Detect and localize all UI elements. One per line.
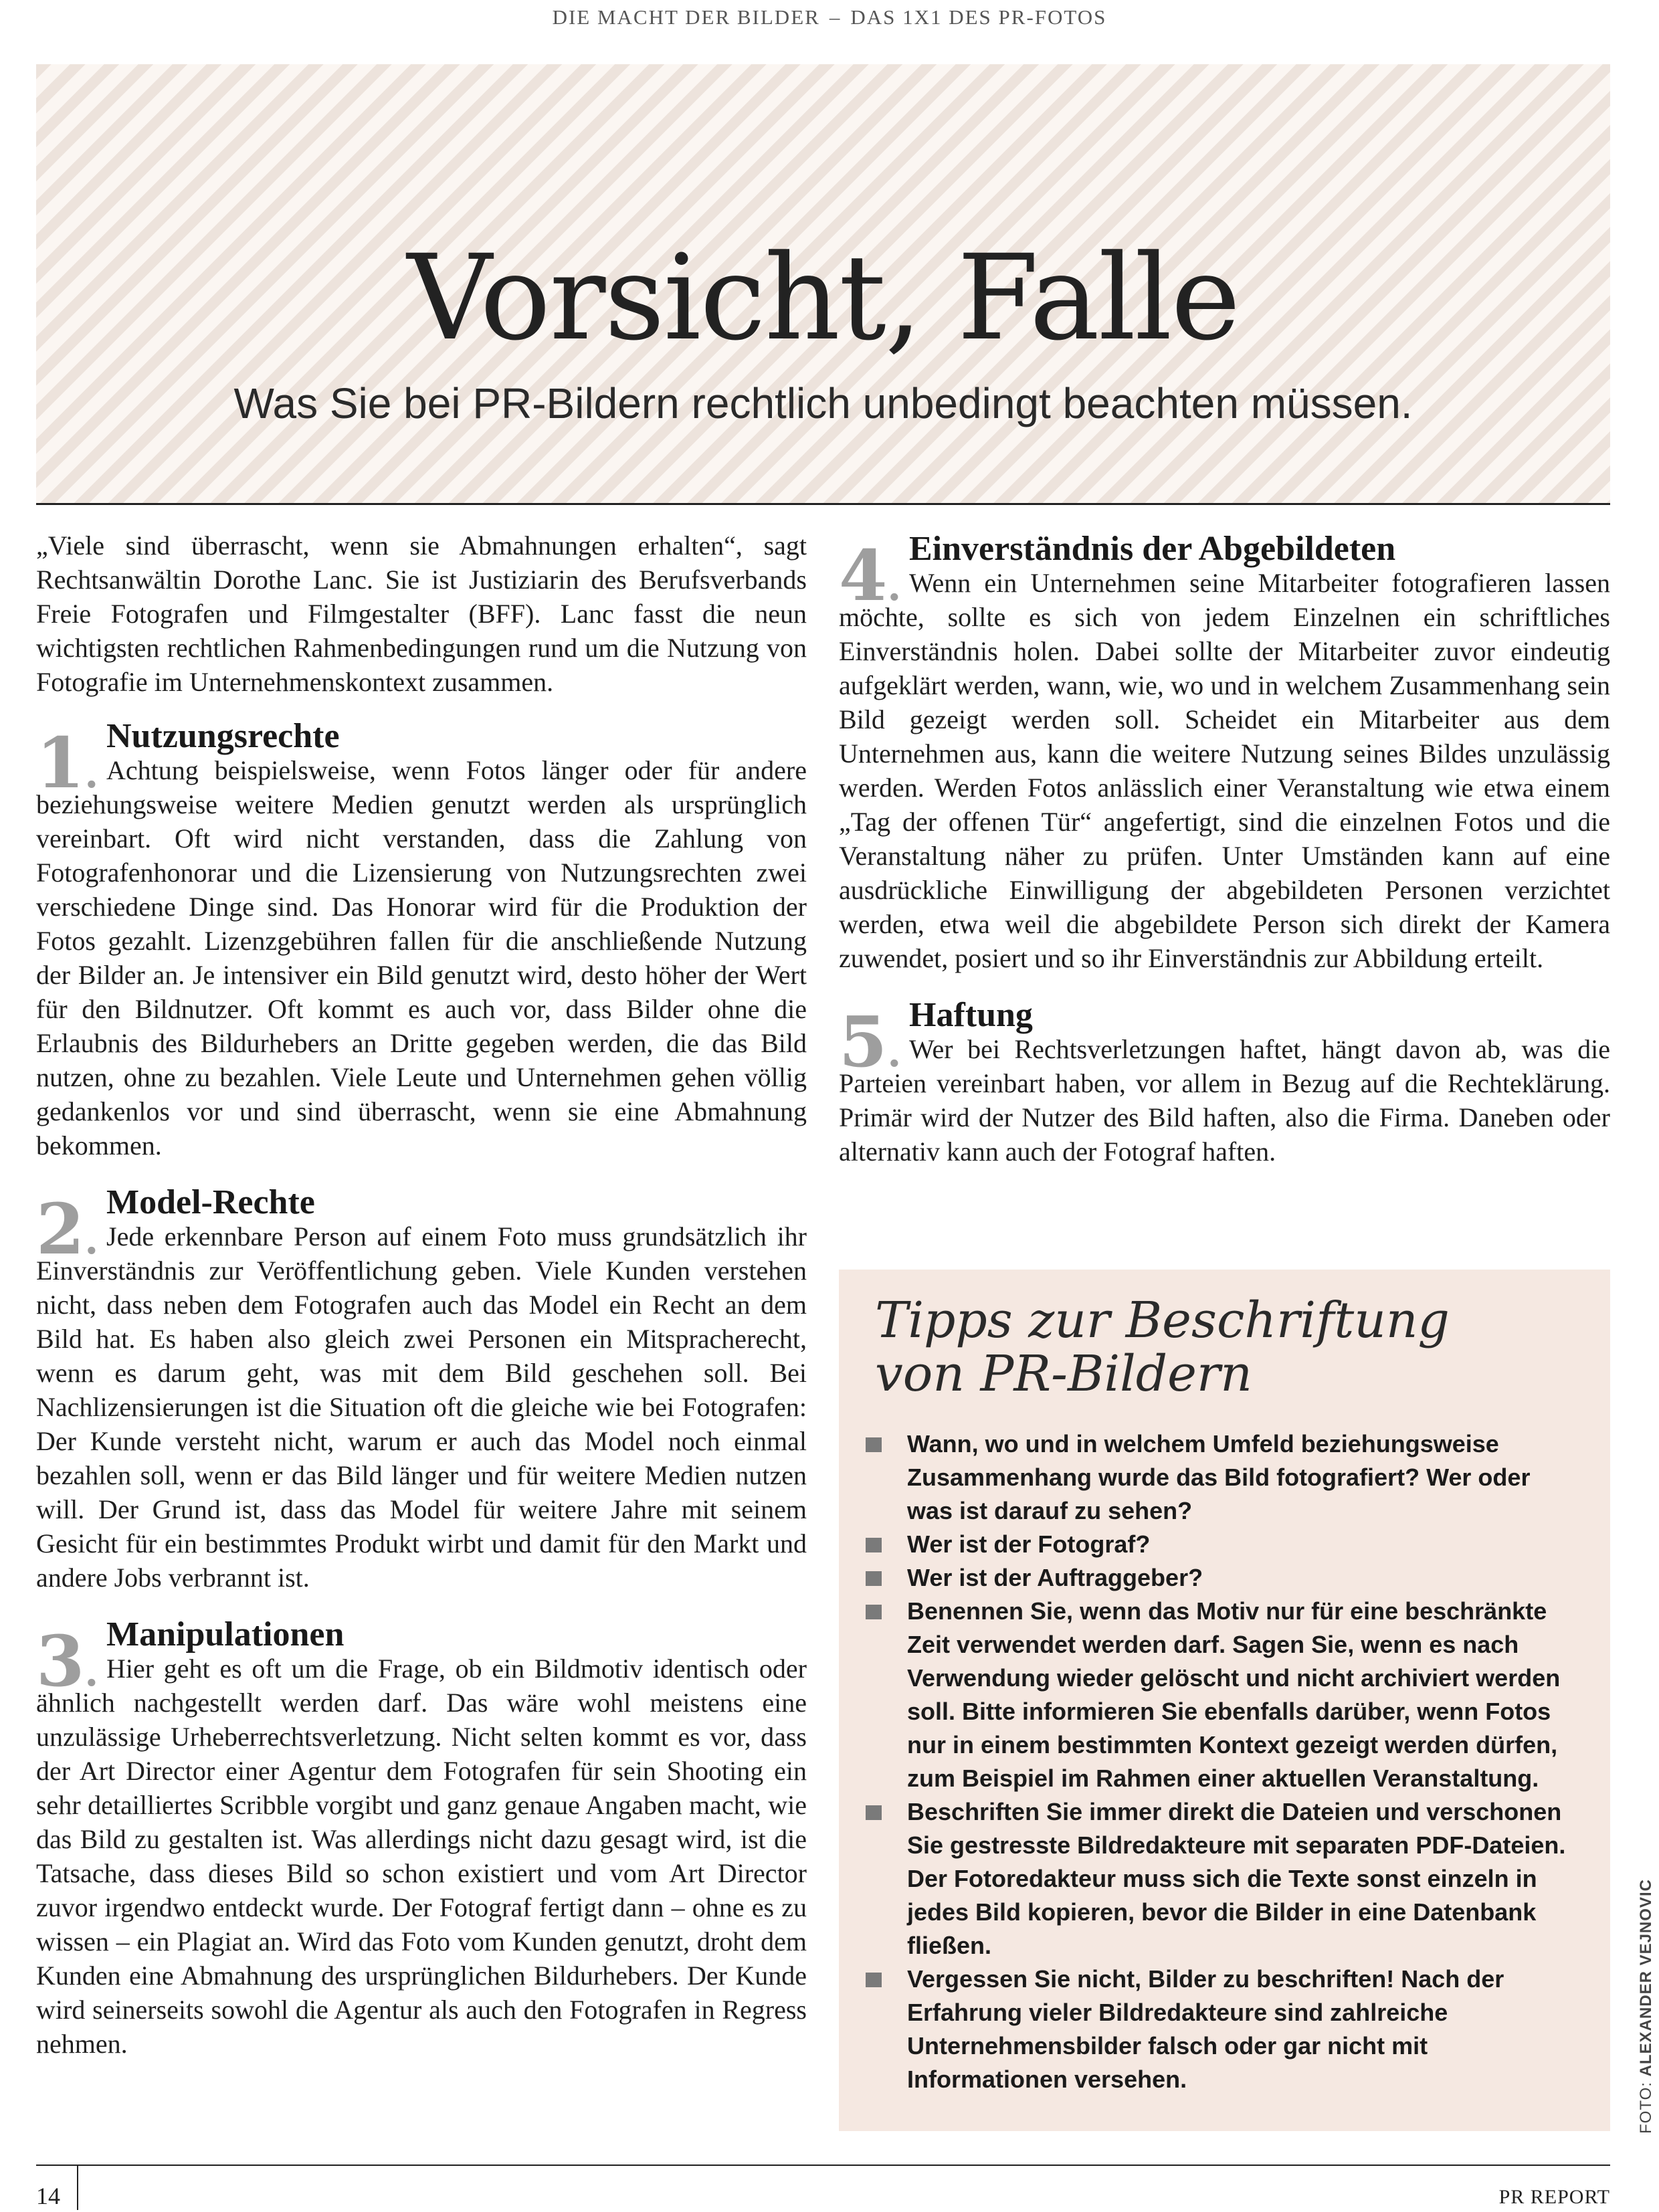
list-item: Vergessen Sie nicht, Bilder zu beschriften! Nach der Erfahrung vieler Bildredakteure sind zahlreiche Unternehmensbilder falsch oder gar nicht mit Informationen versehen. (866, 1963, 1581, 2096)
magazine-name: PR REPORT (1498, 2186, 1610, 2208)
tips-list (866, 1427, 1581, 2096)
footer-vertical-rule (77, 2165, 78, 2210)
tips-box (839, 1270, 1610, 2131)
square-bullet-icon (866, 1605, 882, 1619)
square-bullet-icon (866, 1571, 882, 1586)
running-header-right: DAS 1X1 DES PR-FOTOS (850, 5, 1107, 29)
section-number: 3. (36, 1620, 99, 1702)
section-title: Einverständnis der Abgebildeten (909, 530, 1396, 568)
tips-title: Tipps zur Beschriftung von PR-Bildern (875, 1292, 1450, 1403)
hero-banner (36, 64, 1610, 503)
list-item: Wann, wo und in welchem Umfeld beziehungsweise Zusammenhang wurde das Bild fotografiert? Wer oder was ist darauf zu sehen? (866, 1427, 1581, 1528)
section-text: Hier geht es oft um die Frage, ob ein Bildmotiv identisch oder ähnlich nachgestellt werden darf. Das wäre wohl meistens eine unzulässige Urheberrechtsverletzung. Nicht selten kommt es vor, dass der Art Director einer Agentur dem Fotografen für sein Shooting ein sehr detailliertes Scribble vorgibt und ganz genaue Angaben macht, wie das Bild zu gestalten ist. Was allerdings nicht dazu gesagt wird, ist die Tatsache, dass dieses Bild so schon existiert und vom Art Director zuvor irgendwo entdeckt wurde. Der Fotograf fertigt dann – ohne es zu wissen – ein Plagiat an. Wird das Foto vom Kunden genutzt, droht dem Kunden eine Abmahnung des ursprünglichen Bildurhebers. Der Kunde wird seinerseits sowohl die Agentur als auch den Fotografen in Regress nehmen. (36, 1653, 807, 2059)
footer-divider (36, 2165, 1610, 2166)
list-item: Wer ist der Auftraggeber? (866, 1561, 1581, 1595)
section-haftung (839, 998, 1610, 1169)
section-number: 2. (36, 1188, 99, 1270)
right-column (839, 532, 1610, 1191)
section-number: 1. (36, 722, 99, 804)
page-subtitle: Was Sie bei PR-Bildern rechtlich unbedingt beachten müssen. (233, 379, 1413, 427)
left-column (36, 528, 807, 2084)
section-title: Manipulationen (106, 1615, 345, 1653)
running-header-separator: – (829, 5, 842, 29)
header-divider (36, 503, 1610, 505)
section-nutzungsrechte (36, 719, 807, 1163)
section-manipulationen (36, 1617, 807, 2061)
section-number: 5. (839, 1001, 902, 1083)
page-title: Vorsicht, Falle (407, 229, 1240, 367)
running-header (0, 5, 1659, 29)
section-text: Wenn ein Unternehmen seine Mitarbeiter fotografieren lassen möchte, sollte es sich von jedem Einzelnen ein schriftliches Einverständnis holen. Dabei sollte der Mitarbeiter zuvor eindeutig aufgeklärt werden, wann, wie, wo und in welchem Zusammenhang sein Bild gezeigt werden soll. Scheidet ein Mitarbeiter aus dem Unternehmen aus, kann die weitere Nutzung seines Bildes unzulässig werden. Werden Fotos anlässlich einer Veranstaltung wie etwa einem „Tag der offenen Tür“ angefertigt, sind die einzelnen Fotos und die Veranstaltung näher zu prüfen. Unter Umständen kann auf eine ausdrückliche Einwilligung der abgebildeten Personen verzichtet werden, etwa weil die abgebildete Person sich direkt der Kamera zuwendet, posiert und so ihr Einverständnis zur Abbildung erteilt. (839, 568, 1610, 973)
square-bullet-icon (866, 1973, 882, 1987)
list-item: Wer ist der Fotograf? (866, 1528, 1581, 1561)
section-text: Wer bei Rechtsverletzungen haftet, hängt davon ab, was die Parteien vereinbart haben, vor allem in Bezug auf die Rechteklärung. Primär wird der Nutzer des Bild haften, also die Firma. Daneben oder alternativ kann auch der Fotograf haften. (839, 1034, 1610, 1167)
section-einverstaendnis (839, 532, 1610, 975)
square-bullet-icon (866, 1538, 882, 1552)
section-text: Jede erkennbare Person auf einem Foto muss grundsätzlich ihr Einverständnis zur Veröffentlichung geben. Viele Kunden verstehen nicht, dass neben dem Fotografen auch das Model ein Recht an dem Bild hat. Es haben also gleich zwei Personen ein Mitspracherecht, wenn es darum geht, was mit dem Bild geschehen soll. Bei Nachlizensierungen ist die Situation oft die gleiche wie bei Fotografen: Der Kunde versteht nicht, warum er auch das Model noch einmal bezahlen soll, wenn er das Bild länger und für weitere Medien nutzen will. Der Grund ist, dass das Model für weitere Jahre mit seinem Gesicht für ein bestimmtes Produkt wirbt und damit für den Markt und andere Jobs verbrannt ist. (36, 1221, 807, 1593)
list-item: Benennen Sie, wenn das Motiv nur für eine beschränkte Zeit verwendet werden darf. Sagen Sie, wenn es nach Verwendung wieder gelöscht und nicht archiviert werden soll. Bitte informieren Sie ebenfalls darüber, wenn Fotos nur in einem bestimmten Kontext gezeigt werden dürfen, zum Beispiel im Rahmen einer aktuellen Veranstaltung. (866, 1595, 1581, 1795)
intro-paragraph: „Viele sind überrascht, wenn sie Abmahnungen erhalten“, sagt Rechtsanwältin Dorothe Lanc. Sie ist Justiziarin des Berufsverbands Freie Fotografen und Filmgestalter (BFF). Lanc fasst die neun wichtigsten rechtlichen Rahmenbedingungen rund um die Nutzung von Fotografie im Unternehmenskontext zusammen. (36, 530, 807, 697)
page-number: 14 (36, 2183, 60, 2209)
section-number: 4. (839, 534, 902, 617)
photo-credit: FOTO: ALEXANDER VEJNOVIC (1637, 1879, 1655, 2134)
section-text: Achtung beispielsweise, wenn Fotos länger oder für andere beziehungsweise weitere Medien genutzt werden als ursprünglich vereinbart. Oft wird nicht verstanden, dass die Zahlung von Fotografenhonorar und die Lizensierung von Nutzungsrechten zwei verschiedene Dinge sind. Das Honorar wird für die Produktion der Fotos gezahlt. Lizenzgebühren fallen für die anschließende Nutzung der Bilder an. Je intensiver ein Bild genutzt wird, desto höher der Wert für den Bildnutzer. Oft kommt es auch vor, dass Bilder ohne die Erlaubnis des Bildurhebers an Dritte gegeben werden, die das Bild nutzen, ohne zu bezahlen. Viele Leute und Unternehmen gehen völlig gedankenlos vor und sind überrascht, wenn sie eine Abmahnung bekommen. (36, 755, 807, 1161)
square-bullet-icon (866, 1805, 882, 1820)
running-header-left: DIE MACHT DER BILDER (552, 5, 820, 29)
section-title: Model-Rechte (106, 1183, 315, 1221)
list-item: Beschriften Sie immer direkt die Dateien und verschonen Sie gestresste Bildredakteure mit separaten PDF-Dateien. Der Fotoredakteur muss sich die Texte sonst einzeln in jedes Bild kopieren, bevor die Bilder in eine Datenbank fließen. (866, 1795, 1581, 1963)
section-title: Nutzungsrechte (106, 717, 340, 755)
section-model-rechte (36, 1185, 807, 1595)
section-title: Haftung (909, 996, 1033, 1034)
square-bullet-icon (866, 1437, 882, 1452)
